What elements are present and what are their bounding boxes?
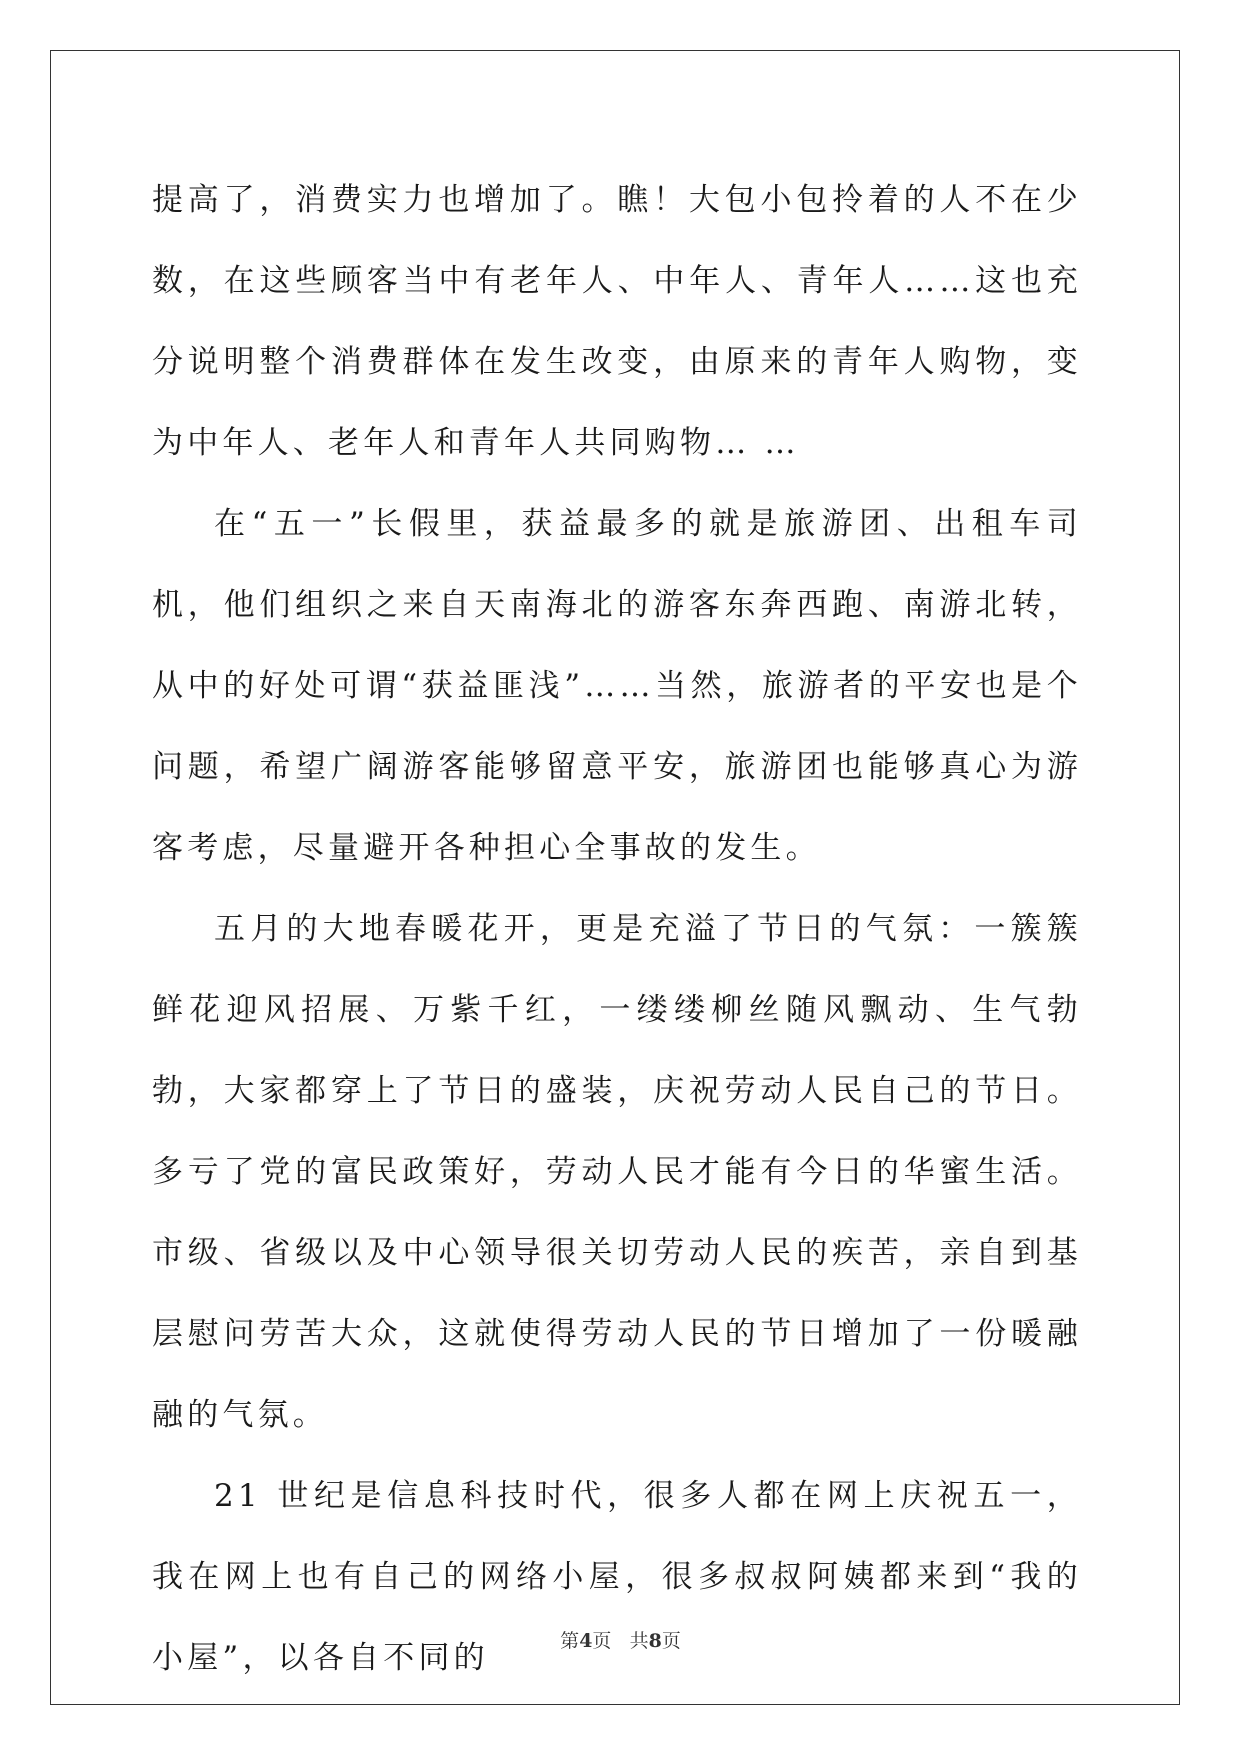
- footer-page-suffix: 页: [592, 1630, 612, 1652]
- page-footer: [0, 1626, 1241, 1653]
- footer-total-prefix: 共: [629, 1630, 649, 1652]
- footer-total-suffix: 页: [661, 1630, 681, 1652]
- paragraph-2: 在“五一”长假里，获益最多的就是旅游团、出租车司机，他们组织之来自天南海北的游客东奔西跑、南游北转，从中的好处可谓“获益匪浅”……当然，旅游者的平安也是个问题，希望广阔游客能够留意平安，旅游团也能够真心为游客考虑，尽量避开各种担心全事故的发生。: [152, 506, 1082, 866]
- document-body: [152, 160, 1082, 1699]
- footer-prefix: 第: [560, 1630, 580, 1652]
- paragraph-1: 提高了，消费实力也增加了。瞧！大包小包拎着的人不在少数，在这些顾客当中有老年人、中年人、青年人……这也充分说明整个消费群体在发生改变，由原来的青年人购物，变为中年人、老年人和青年人共同购物… …: [152, 182, 1082, 461]
- total-page-number: 8: [648, 1630, 662, 1652]
- paragraph-4: 21 世纪是信息科技时代，很多人都在网上庆祝五一，我在网上也有自己的网络小屋，很多叔叔阿姨都来到“我的小屋”，以各自不同的: [152, 1478, 1082, 1676]
- paragraph-3: 五月的大地春暖花开，更是充溢了节日的气氛：一簇簇鲜花迎风招展、万紫千红，一缕缕柳丝随风飘动、生气勃勃，大家都穿上了节日的盛装，庆祝劳动人民自己的节日。多亏了党的富民政策好，劳动人民才能有今日的华蜜生活。市级、省级以及中心领导很关切劳动人民的疾苦，亲自到基层慰问劳苦大众，这就使得劳动人民的节日增加了一份暖融融的气氛。: [152, 911, 1082, 1433]
- current-page-number: 4: [579, 1630, 593, 1652]
